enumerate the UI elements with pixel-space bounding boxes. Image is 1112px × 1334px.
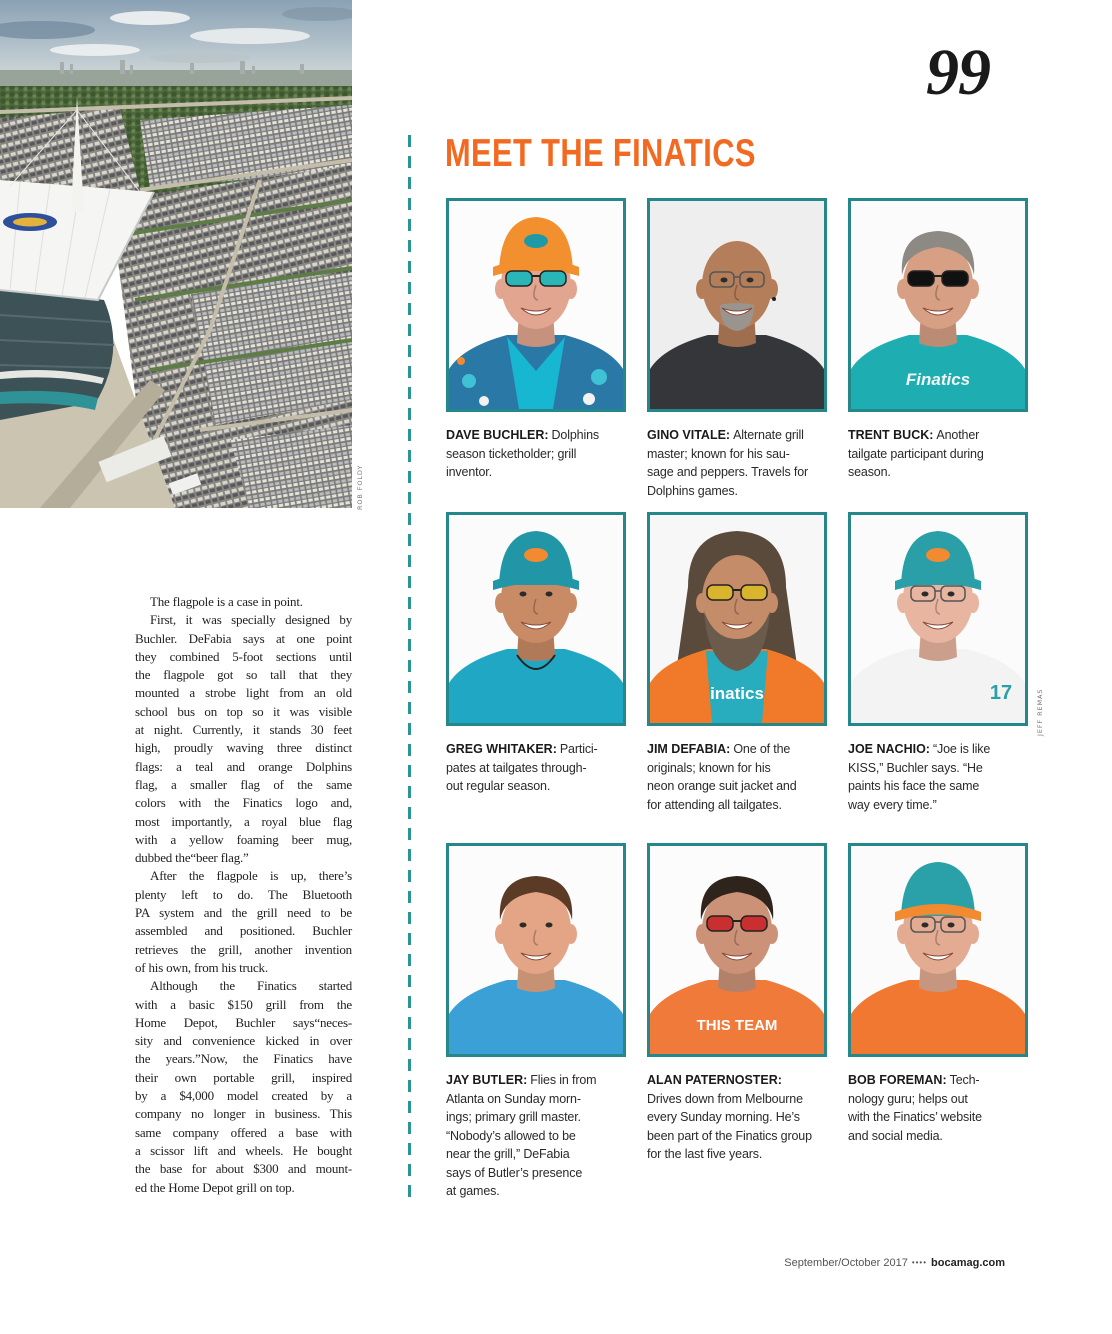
shirt-lettering: Finatics xyxy=(905,370,971,389)
page-number: 99 xyxy=(926,36,990,109)
caption-line: for attending all tailgates. xyxy=(647,797,782,812)
article-line: Buchler. DeFabia says at one point xyxy=(135,630,352,646)
caption-line: KISS,” Buchler says. “He xyxy=(848,760,983,775)
caption-text: Alternate grill xyxy=(733,428,804,442)
caption-line: way every time.” xyxy=(848,797,937,812)
right-eye xyxy=(546,923,553,928)
caption-first-line xyxy=(848,740,1032,759)
article-line: of his own, from his truck. xyxy=(135,959,268,975)
caption-alan-paternoster xyxy=(647,1071,831,1164)
portrait-illustration xyxy=(851,201,1025,409)
page-footer xyxy=(784,1256,1005,1270)
article-line: colors with the Finatics logo and, xyxy=(135,795,352,811)
portrait-illustration xyxy=(449,846,623,1054)
article-paragraph xyxy=(135,977,352,1197)
article-line: the years.”Now, the Finatics have xyxy=(135,1051,352,1067)
caption-gino-vitale xyxy=(647,426,831,500)
article-line: First, it was specially designed by xyxy=(150,612,352,628)
portrait-illustration xyxy=(449,515,623,723)
caption-text: Another xyxy=(936,428,980,442)
article-line: Although the Finatics started xyxy=(150,978,352,994)
article-column xyxy=(135,593,352,1197)
caption-line: inventor. xyxy=(446,465,492,479)
article-line: The flagpole is a case in point. xyxy=(150,594,303,609)
caption-line: with the Finatics’ website xyxy=(848,1110,982,1124)
caption-line: near the grill,” DeFabia xyxy=(446,1147,570,1161)
caption-line: master; known for his sau- xyxy=(647,446,790,461)
caption-text: Dolphins xyxy=(551,428,599,442)
portrait-illustration xyxy=(650,846,824,1054)
left-eye xyxy=(520,592,527,597)
member-name: GINO VITALE: xyxy=(647,428,731,442)
article-line: with a basic $150 grill from the xyxy=(135,996,352,1012)
shirt-lettering: inatics xyxy=(710,684,764,703)
caption-line: at games. xyxy=(446,1184,500,1198)
article-line: at night. Currently, it stands 30 feet xyxy=(135,722,352,738)
article-line: sity and convenience kicked in over xyxy=(135,1033,352,1049)
caption-line: neon orange suit jacket and xyxy=(647,779,797,793)
left-eye xyxy=(520,923,527,928)
caption-first-line xyxy=(848,426,1032,445)
left-eye xyxy=(922,592,929,597)
article-line: retrieves the grill, another invention xyxy=(135,941,352,957)
portrait-joe-nachio xyxy=(848,512,1028,726)
caption-line: ings; primary grill master. xyxy=(446,1110,581,1124)
caption-text: One of the xyxy=(733,742,791,756)
article-line: ed the Home Depot grill on top. xyxy=(135,1179,295,1195)
article-line: school bus on top so it was visible xyxy=(135,703,352,719)
caption-line: Drives down from Melbourne xyxy=(647,1091,803,1106)
stadium-photo-credit: ROB FOLDY xyxy=(356,464,364,510)
article-line: high, proudly waving three distinct xyxy=(135,740,352,756)
article-line: their own portable grill, inspired xyxy=(135,1069,352,1085)
article-line: most importantly, a royal blue flag xyxy=(135,813,352,829)
caption-first-line xyxy=(647,426,831,445)
article-line: Home Depot, Buchler says“neces- xyxy=(135,1014,352,1030)
article-paragraph xyxy=(135,593,352,611)
portrait-illustration xyxy=(650,515,824,723)
footer-separator: •••• xyxy=(911,1258,928,1267)
member-name: GREG WHITAKER: xyxy=(446,742,557,756)
caption-text: “Joe is like xyxy=(932,742,991,756)
article-line: flags: a teal and orange Dolphins xyxy=(135,758,352,774)
article-line: the flagpole got so tall that they xyxy=(135,667,352,683)
caption-line: nology guru; helps out xyxy=(848,1091,968,1106)
section-title: MEET THE FINATICS xyxy=(445,132,756,175)
article-line: they combined 5-foot sections until xyxy=(135,648,352,664)
caption-line: season ticketholder; grill xyxy=(446,446,577,461)
issue-date: September/October 2017 xyxy=(784,1257,908,1269)
article-paragraph xyxy=(135,611,352,867)
caption-first-line xyxy=(446,1071,630,1090)
caption-first-line xyxy=(446,426,630,445)
portrait-illustration xyxy=(851,515,1025,723)
portrait-greg-whitaker xyxy=(446,512,626,726)
article-paragraph xyxy=(135,867,352,977)
shirt-lettering: 17 xyxy=(989,682,1013,704)
stadium-illustration xyxy=(0,0,352,508)
article-line: same company offered a base with xyxy=(135,1124,352,1140)
caption-line: Atlanta on Sunday morn- xyxy=(446,1091,581,1106)
caption-bob-foreman xyxy=(848,1071,1032,1145)
caption-line: paints his face the same xyxy=(848,779,980,793)
caption-line: out regular season. xyxy=(446,779,551,793)
caption-line: and social media. xyxy=(848,1128,943,1143)
portrait-bob-foreman xyxy=(848,843,1028,1057)
dashed-divider xyxy=(408,135,411,1201)
portrait-illustration xyxy=(851,846,1025,1054)
caption-first-line xyxy=(647,1071,831,1090)
caption-line: “Nobody’s allowed to be xyxy=(446,1128,576,1143)
article-line: plenty left to do. The Bluetooth xyxy=(135,886,352,902)
caption-first-line xyxy=(647,740,831,759)
portrait-photo-credit: JEFF REMAS xyxy=(1036,688,1044,736)
caption-line: pates at tailgates through- xyxy=(446,760,587,775)
caption-text: Flies in from xyxy=(530,1073,597,1087)
right-eye xyxy=(948,592,955,597)
site-name: bocamag.com xyxy=(931,1257,1005,1269)
right-eye xyxy=(747,278,754,283)
portrait-illustration xyxy=(449,201,623,409)
caption-trent-buck xyxy=(848,426,1032,482)
caption-line: tailgate participant during xyxy=(848,446,984,461)
article-line: by a $4,000 model created by a xyxy=(135,1088,352,1104)
article-line: PA system and the grill need to be xyxy=(135,905,352,921)
right-eye xyxy=(546,592,553,597)
caption-line: originals; known for his xyxy=(647,760,771,775)
article-line: dubbed the“beer flag.” xyxy=(135,850,249,866)
member-name: ALAN PATERNOSTER: xyxy=(647,1073,782,1087)
article-line: flag, a smaller flag of the same xyxy=(135,776,352,792)
caption-text: Tech- xyxy=(949,1073,980,1087)
portrait-jay-butler xyxy=(446,843,626,1057)
portrait-alan-paternoster xyxy=(647,843,827,1057)
article-line: After the flagpole is up, there’s xyxy=(150,868,352,884)
article-line: with a yellow foaming beer mug, xyxy=(135,831,352,847)
portrait-dave-buchler xyxy=(446,198,626,412)
caption-first-line xyxy=(446,740,630,759)
caption-line: for the last five years. xyxy=(647,1147,763,1161)
stadium-aerial-photo xyxy=(0,0,352,508)
article-line: mounted a strobe light from an old xyxy=(135,685,352,701)
member-name: BOB FOREMAN: xyxy=(848,1073,947,1087)
caption-first-line xyxy=(848,1071,1032,1090)
member-name: JAY BUTLER: xyxy=(446,1073,528,1087)
left-eye xyxy=(721,278,728,283)
article-line: a scissor lift and wheels. He bought xyxy=(135,1142,352,1158)
caption-line: says of Butler’s presence xyxy=(446,1165,583,1180)
caption-line: season. xyxy=(848,465,891,479)
caption-jay-butler xyxy=(446,1071,630,1201)
portrait-gino-vitale xyxy=(647,198,827,412)
article-line: company no longer in business. This xyxy=(135,1106,352,1122)
caption-line: been part of the Finatics group xyxy=(647,1128,812,1143)
portrait-jim-defabia xyxy=(647,512,827,726)
caption-dave-buchler xyxy=(446,426,630,482)
portrait-trent-buck xyxy=(848,198,1028,412)
caption-text: Partici- xyxy=(559,742,598,756)
article-line: assembled and positioned. Buchler xyxy=(135,923,352,939)
portrait-illustration xyxy=(650,201,824,409)
member-name: TRENT BUCK: xyxy=(848,428,934,442)
caption-line: Dolphins games. xyxy=(647,483,738,498)
caption-joe-nachio xyxy=(848,740,1032,814)
member-name: JIM DEFABIA: xyxy=(647,742,731,756)
caption-line: every Sunday morning. He’s xyxy=(647,1110,800,1124)
caption-line: sage and peppers. Travels for xyxy=(647,465,809,479)
right-eye xyxy=(948,923,955,928)
shirt-lettering: THIS TEAM xyxy=(696,1017,778,1034)
article-line: the base for about $300 and mount- xyxy=(135,1161,352,1177)
left-eye xyxy=(922,923,929,928)
member-name: JOE NACHIO: xyxy=(848,742,930,756)
caption-jim-defabia xyxy=(647,740,831,814)
caption-greg-whitaker xyxy=(446,740,630,796)
member-name: DAVE BUCHLER: xyxy=(446,428,549,442)
